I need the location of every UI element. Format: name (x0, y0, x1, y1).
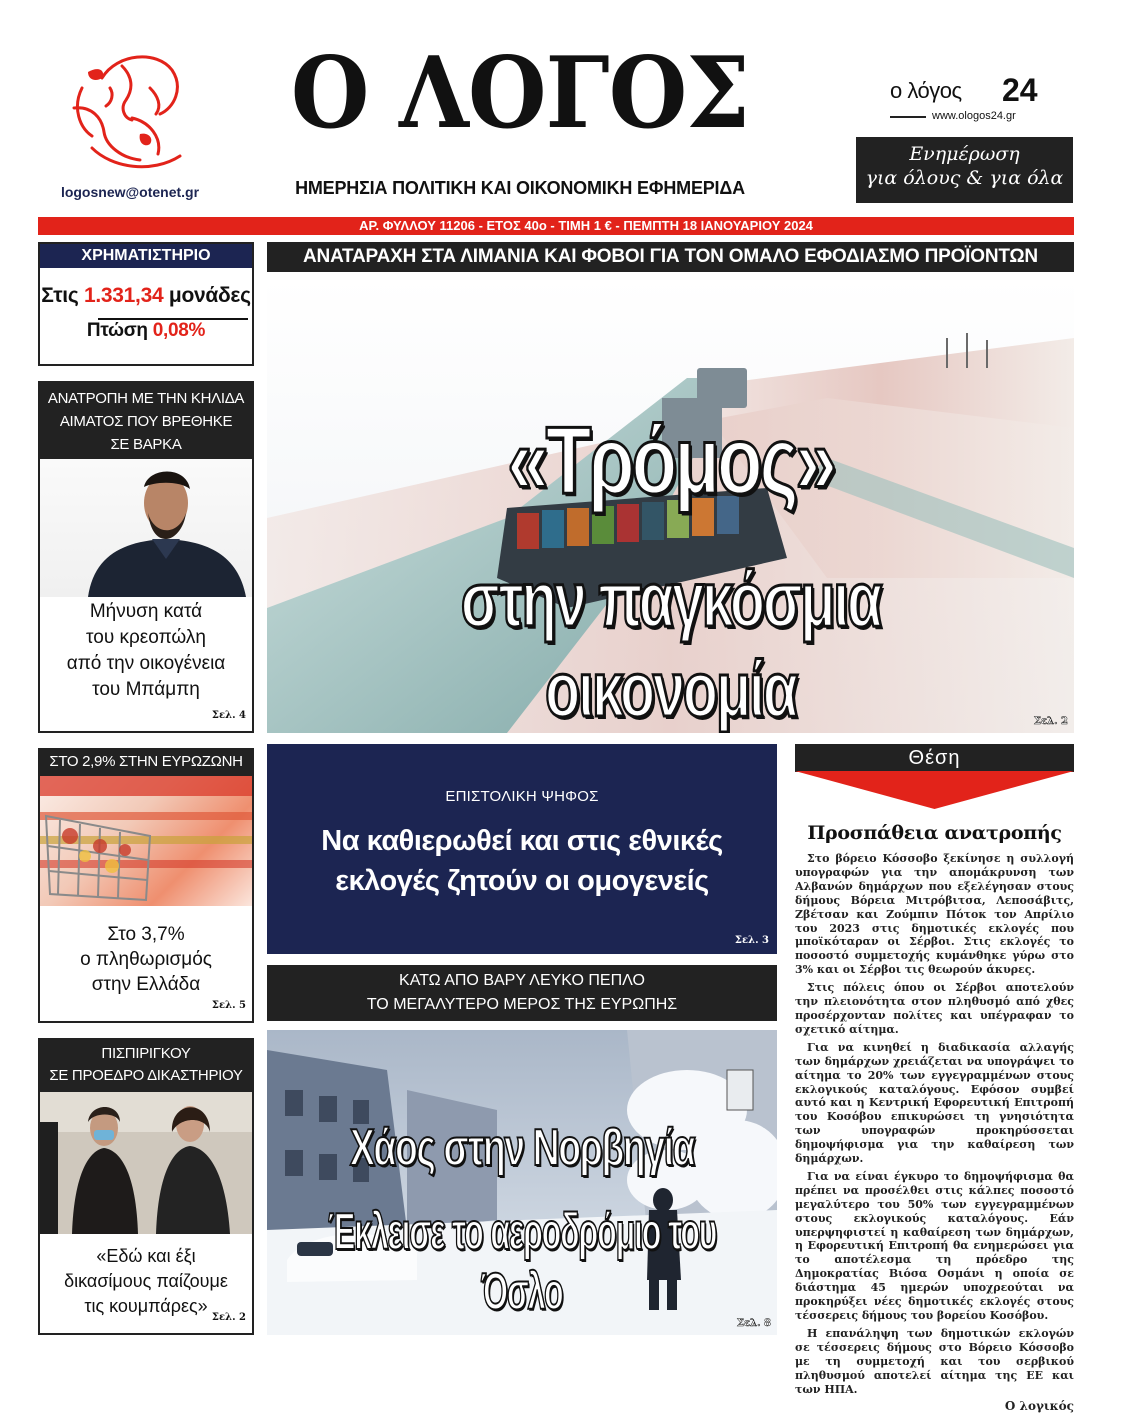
stock-box (38, 242, 254, 366)
stock-suffix: μονάδες (168, 284, 251, 307)
man-portrait-image (40, 459, 252, 597)
story-court-headline (40, 1244, 252, 1319)
postal-vote-headline-2: εκλογές ζητούν οι ομογενείς (335, 865, 709, 897)
web-logo-text: ο λόγος (890, 78, 962, 103)
newspaper-subtitle: ΗΜΕΡΗΣΙΑ ΠΟΛΙΤΙΚΗ ΚΑΙ ΟΙΚΟΝΟΜΙΚΗ ΕΦΗΜΕΡΙΔΑ (295, 178, 745, 198)
story-inflation-headline-2: ο πληθωρισμός (80, 949, 212, 970)
issue-line: ΑΡ. ΦΥΛΛΟΥ 11206 - ΕΤΟΣ 40ο - ΤΙΜΗ 1 € - ΠΕΜΠΤΗ 18 ΙΑΝΟΥΑΡΙΟΥ 2024 (359, 218, 813, 233)
stock-divider (98, 318, 248, 320)
web-logo-rule (890, 116, 926, 118)
main-story-headline-1: «Τρόμος» (507, 407, 834, 514)
story-blood-headline (40, 599, 252, 703)
story-inflation-headline-3: στην Ελλάδα (91, 974, 201, 995)
snow-story-photo[interactable] (267, 1030, 777, 1335)
opinion-paragraph-5: Η επανάληψη των δημοτικών εκλογών σε τέσσερεις δήμους στο Βόρειο Κόσσοβο με τη συμμετοχή και του σερβικού πληθυσμού αποτελεί αίτημα της ΕΕ και των ΗΠΑ. (795, 1326, 1074, 1396)
story-court-page-ref[interactable]: Σελ. 2 (211, 1312, 246, 1323)
stock-change-prefix: Πτώση (86, 320, 148, 341)
story-blood-headline-3: από την οικογένεια (66, 653, 226, 674)
contact-email[interactable]: logosnew@otenet.gr (60, 184, 200, 200)
story-inflation-page-ref[interactable]: Σελ. 5 (211, 1000, 246, 1011)
opinion-paragraph-4: Για να είναι έγκυρο το δημοψήφισμα θα πρέπει να προσέλθει στις κάλπες ποσοστό μεγαλύτερο του 50% των εγγεγραμμένων στους εκλογικούς καταλόγους. Εάν υπερψηφιστεί η καθαίρεση των δημάρχων, η Εφορευτική Επιτροπή θα ενημερώσει για το αποτέλεσμα τη πρόεδρο της Δημοκρατίας Βιόσα Οσμάνι η οποία σε διάστημα 45 ημερών υποχρεούται να προκηρύξει νέες δημοτικές εκλογές στους τέσσερεις δήμους του βορείου Κοσόβου. (795, 1169, 1074, 1322)
story-court-headline-3: τις κουμπάρες» (84, 1296, 208, 1316)
supermarket-cart-image (40, 776, 252, 906)
stock-line-2 (40, 320, 252, 342)
postal-vote-kicker: ΕΠΙΣΤΟΛΙΚΗ ΨΗΦΟΣ (445, 788, 599, 805)
story-court-headline-2: δικασίμους παίζουμε (64, 1271, 228, 1291)
story-inflation-photo (40, 776, 252, 906)
snow-story-headline-2: Έκλεισε το αεροδρόμιο του Όσλο (327, 1203, 717, 1321)
main-story-page-ref[interactable]: Σελ. 2 (1033, 716, 1068, 727)
stock-label: ΧΡΗΜΑΤΙΣΤΗΡΙΟ (40, 244, 252, 268)
masthead-logo-emblem (62, 48, 202, 178)
web-url[interactable]: www.ologos24.gr (932, 110, 1016, 122)
stock-value: 1.331,34 (84, 284, 164, 307)
snow-story-headline-1: Χάος στην Νορβηγία (349, 1119, 695, 1177)
courtroom-people-image (40, 1092, 252, 1234)
web-edition-logo[interactable] (884, 72, 1054, 132)
story-blood-header-1: ΑΝΑΤΡΟΠΗ ΜΕ ΤΗΝ ΚΗΛΙΔΑ (47, 390, 245, 407)
stock-change-value: 0,08% (152, 320, 206, 341)
story-court-header-2: ΣΕ ΠΡΟΕΔΡΟ ΔΙΚΑΣΤΗΡΙΟΥ (49, 1067, 243, 1084)
opinion-header (795, 744, 1074, 804)
story-inflation-header: ΣΤΟ 2,9% ΣΤΗΝ ΕΥΡΩΖΩΝΗ (40, 750, 252, 776)
stock-line-1 (40, 284, 252, 308)
snow-story-kicker[interactable] (267, 965, 777, 1021)
story-court-headline-1: «Εδώ και έξι (96, 1246, 196, 1266)
snow-story-page-ref[interactable]: Σελ. 8 (736, 1318, 771, 1329)
web-logo-number: 24 (1002, 72, 1038, 108)
story-blood-header-3: ΣΕ ΒΑΡΚΑ (110, 436, 182, 453)
story-inflation-headline-1: Στο 3,7% (107, 924, 185, 945)
story-court-photo (40, 1092, 252, 1234)
opinion-label: Θέση (795, 744, 1074, 772)
snow-story-kicker-1: ΚΑΤΩ ΑΠΟ ΒΑΡΥ ΛΕΥΚΟ ΠΕΠΛΟ (399, 972, 645, 989)
story-blood-headline-1: Μήνυση κατά (89, 601, 203, 622)
postal-vote-headline (267, 821, 777, 901)
faces-emblem-icon (62, 48, 202, 178)
story-inflation-headline (40, 922, 252, 997)
snow-story-kicker-2: ΤΟ ΜΕΓΑΛΥΤΕΡΟ ΜΕΡΟΣ ΤΗΣ ΕΥΡΩΠΗΣ (366, 996, 678, 1013)
opinion-paragraph-3: Για να κινηθεί η διαδικασία αλλαγής των δημάρχων χρειάζεται να υπογράψει το αίτημα το 20% των εγγεγραμμένων στους εκλογικούς καταλόγους. Εφόσον συμβεί αυτό και η Κεντρική Εφορευτική Επιτροπή του Κοσόβου επικυρώσει τη γνησιότητα των υπογραφών προκηρύσσεται δημοψήφισμα για την καθαίρεση των δημάρχων. (795, 1040, 1074, 1166)
opinion-author: Ο λογικός (1004, 1399, 1074, 1414)
newspaper-title: Ο ΛΟΓΟΣ (290, 36, 750, 151)
opinion-paragraph-1: Στο βόρειο Κόσσοβο ξεκίνησε η συλλογή υπογραφών για την απομάκρυνση των Αλβανών δημάρχων που εξελέγησαν στους δήμους Βόρεια Μιτρόβιτσα, Λεποσάβιτς, Ζβέτσαν και Ζούμπιν Πότοκ τον Απρίλιο του 2023 στις δημοτικές εκλογές που μποϊκόταραν οι Σέρβοι. Στις εκλογές το ποσοστό συμμετοχής κυμάνθηκε γύρω στο 3% και οι Σέρβοι τις θεωρούν άκυρες. (795, 852, 1074, 977)
story-blood-header (40, 383, 252, 459)
web-tagline-1: Ενημέρωση (909, 143, 1020, 165)
opinion-title[interactable]: Προσπάθεια ανατροπής (807, 822, 1062, 844)
story-blood-page-ref[interactable]: Σελ. 4 (211, 710, 246, 721)
story-court-header (40, 1040, 252, 1092)
stock-prefix: Στις (41, 284, 79, 307)
story-blood-headline-4: του Μπάμπη (92, 679, 200, 700)
web-tagline-2: για όλους & για όλα (865, 167, 1064, 189)
web-tagline-box (856, 137, 1073, 203)
story-blood-box[interactable] (38, 381, 254, 733)
story-inflation-box[interactable] (38, 748, 254, 1023)
story-blood-photo (40, 459, 252, 597)
story-court-header-1: ΠΙΣΠΙΡΙΓΚΟΥ (101, 1045, 191, 1062)
story-court-box[interactable] (38, 1038, 254, 1335)
postal-vote-page-ref[interactable]: Σελ. 3 (734, 935, 769, 946)
opinion-paragraph-2: Στις πόλεις όπου οι Σέρβοι αποτελούν την πλειονότητα στον πληθυσμό από χθες προσέρχονταν πολίτες και υπέγραφαν το σχετικό αίτημα. (795, 981, 1074, 1036)
issue-bar (38, 217, 1074, 235)
opinion-article (795, 852, 1074, 1414)
main-story-photo[interactable] (267, 278, 1074, 733)
story-blood-headline-2: του κρεοπώλη (86, 627, 206, 648)
postal-vote-headline-1: Να καθιερωθεί και στις εθνικές (321, 825, 723, 857)
main-story-headline-2: στην παγκόσμια οικονομία (460, 555, 881, 733)
postal-vote-box[interactable] (267, 744, 777, 954)
opinion-red-arrow-icon (795, 771, 1074, 811)
main-story-kicker[interactable]: ΑΝΑΤΑΡΑΧΗ ΣΤΑ ΛΙΜΑΝΙΑ ΚΑΙ ΦΟΒΟΙ ΓΙΑ ΤΟΝ ΟΜΑΛΟ ΕΦΟΔΙΑΣΜΟ ΠΡΟΪΟΝΤΩΝ (267, 242, 1074, 272)
story-blood-header-2: ΑΙΜΑΤΟΣ ΠΟΥ ΒΡΕΘΗΚΕ (59, 413, 233, 430)
